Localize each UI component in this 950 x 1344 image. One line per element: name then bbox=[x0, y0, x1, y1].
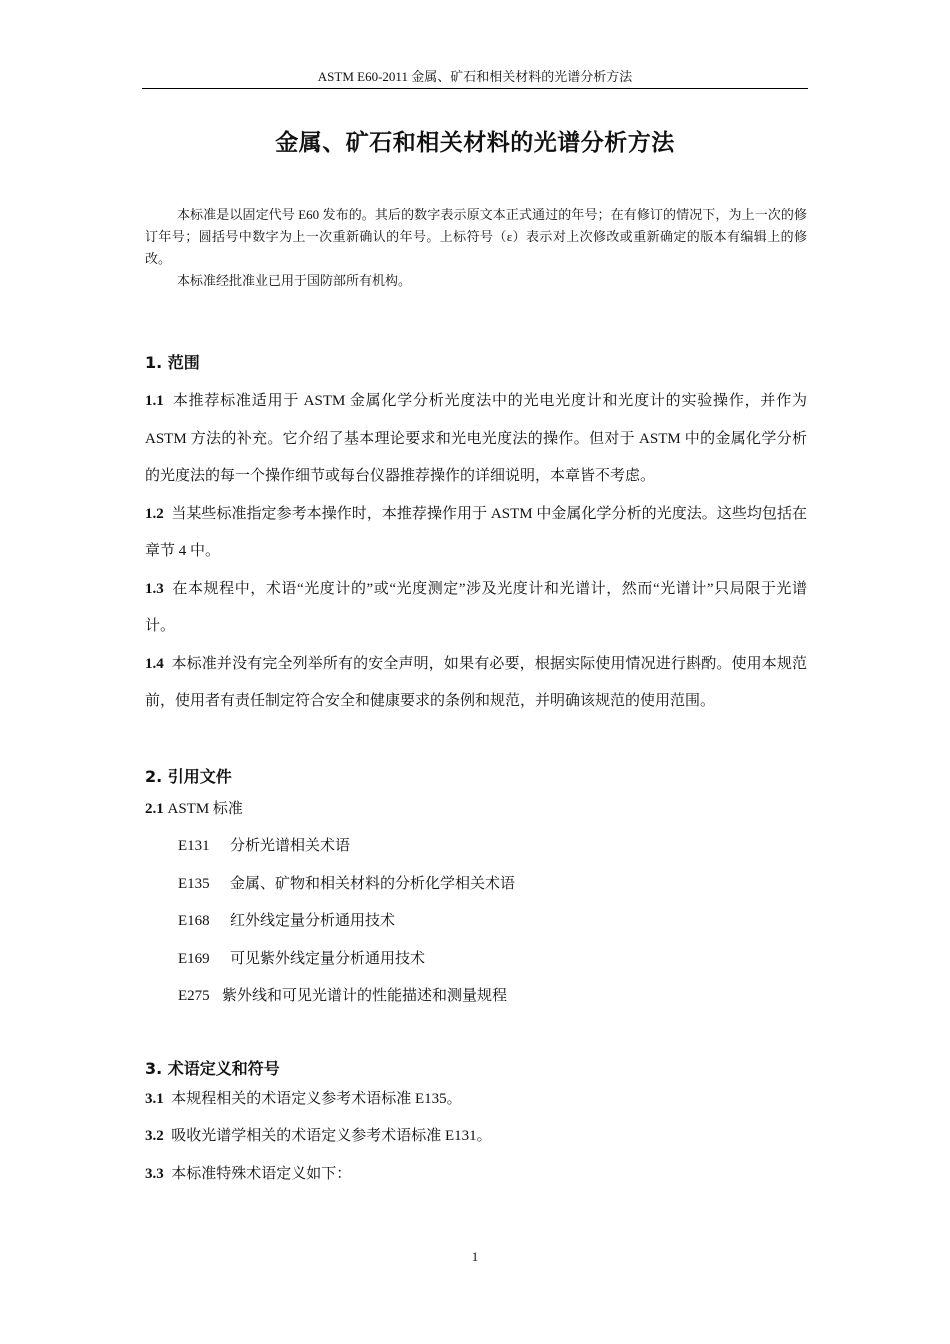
clause-3-1 bbox=[145, 1081, 807, 1119]
reference-title: 金属、矿物和相关材料的分析化学相关术语 bbox=[230, 875, 516, 892]
clause-text: 本标准特殊术语定义如下： bbox=[171, 1165, 352, 1182]
clause-text: 当某些标准指定参考本操作时，本推荐操作用于 ASTM 中金属化学分析的光度法。这些均包括在章节 4 中。 bbox=[145, 505, 807, 559]
reference-item bbox=[178, 903, 807, 941]
section-1-heading: 1. 范围 bbox=[145, 353, 200, 372]
clause-text: 吸收光谱学相关的术语定义参考术语标准 E131。 bbox=[171, 1128, 492, 1144]
clause-text: 在本规程中，术语“光度计的”或“光度测定”涉及光度计和光谱计，然而“光谱计”只局限于光谱计。 bbox=[145, 580, 808, 634]
intro-paragraph-1: 本标准是以固定代号 E60 发布的。其后的数字表示原文本正式通过的年号；在有修订的情况下，为上一次的修订年号；圆括号中数字为上一次重新确认的年号。上标符号（ε）表示对上次修改或重新确定的版本有编辑上的修改。 bbox=[145, 207, 807, 266]
reference-item bbox=[178, 866, 807, 904]
clause-1-4 bbox=[145, 646, 807, 721]
clause-2-1 bbox=[145, 791, 807, 829]
reference-code: E275 bbox=[178, 988, 210, 1004]
clause-1-3 bbox=[145, 571, 807, 646]
clause-number: 3.3 bbox=[145, 1165, 164, 1182]
clause-number: 1.3 bbox=[145, 580, 164, 597]
clause-1-2 bbox=[145, 496, 807, 571]
reference-title: 红外线定量分析通用技术 bbox=[230, 913, 396, 929]
reference-code: E135 bbox=[178, 875, 210, 892]
clause-text: 本标准并没有完全列举所有的安全声明，如果有必要，根据实际使用情况进行斟酌。使用本规范前，使用者有责任制定符合安全和健康要求的条例和规范，并明确该规范的使用范围。 bbox=[145, 655, 808, 709]
clause-3-2 bbox=[145, 1118, 807, 1156]
clause-number: 1.4 bbox=[145, 655, 164, 672]
clause-number: 3.2 bbox=[145, 1128, 164, 1144]
reference-item bbox=[178, 828, 807, 866]
header-rule bbox=[142, 88, 808, 89]
document-title: 金属、矿石和相关材料的光谱分析方法 bbox=[275, 130, 675, 156]
reference-title: 分析光谱相关术语 bbox=[230, 838, 351, 854]
clause-text: ASTM 标准 bbox=[167, 800, 243, 817]
reference-code: E131 bbox=[178, 838, 210, 854]
reference-title: 可见紫外线定量分析通用技术 bbox=[230, 950, 426, 967]
section-2-heading: 2. 引用文件 bbox=[145, 766, 232, 786]
section-3-heading: 3. 术语定义和符号 bbox=[145, 1058, 280, 1078]
reference-title: 紫外线和可见光谱计的性能描述和测量规程 bbox=[222, 988, 508, 1004]
clause-3-3 bbox=[145, 1156, 807, 1194]
intro-paragraph-2: 本标准经批准业已用于国防部所有机构。 bbox=[177, 273, 412, 288]
clause-number: 2.1 bbox=[145, 800, 164, 817]
clause-number: 1.2 bbox=[145, 505, 164, 522]
document-body bbox=[145, 204, 807, 1193]
reference-item bbox=[178, 941, 807, 979]
clause-text: 本规程相关的术语定义参考术语标准 E135。 bbox=[171, 1090, 462, 1107]
clause-number: 3.1 bbox=[145, 1090, 164, 1107]
reference-code: E168 bbox=[178, 913, 210, 929]
reference-item bbox=[178, 978, 807, 1016]
clause-1-1 bbox=[145, 383, 807, 496]
clause-number: 1.1 bbox=[145, 393, 164, 409]
reference-code: E169 bbox=[178, 950, 210, 967]
clause-text: 本推荐标准适用于 ASTM 金属化学分析光度法中的光电光度计和光度计的实验操作，并作为 ASTM 方法的补充。它介绍了基本理论要求和光电光度法的操作。但对于 ASTM 中的金属化学分析的光度法的每一个操作细节或每台仪器推荐操作的详细说明，本章皆不考虑。 bbox=[145, 393, 807, 484]
page-number: 1 bbox=[471, 1249, 479, 1264]
running-header: ASTM E60-2011 金属、矿石和相关材料的光谱分析方法 bbox=[317, 69, 633, 84]
